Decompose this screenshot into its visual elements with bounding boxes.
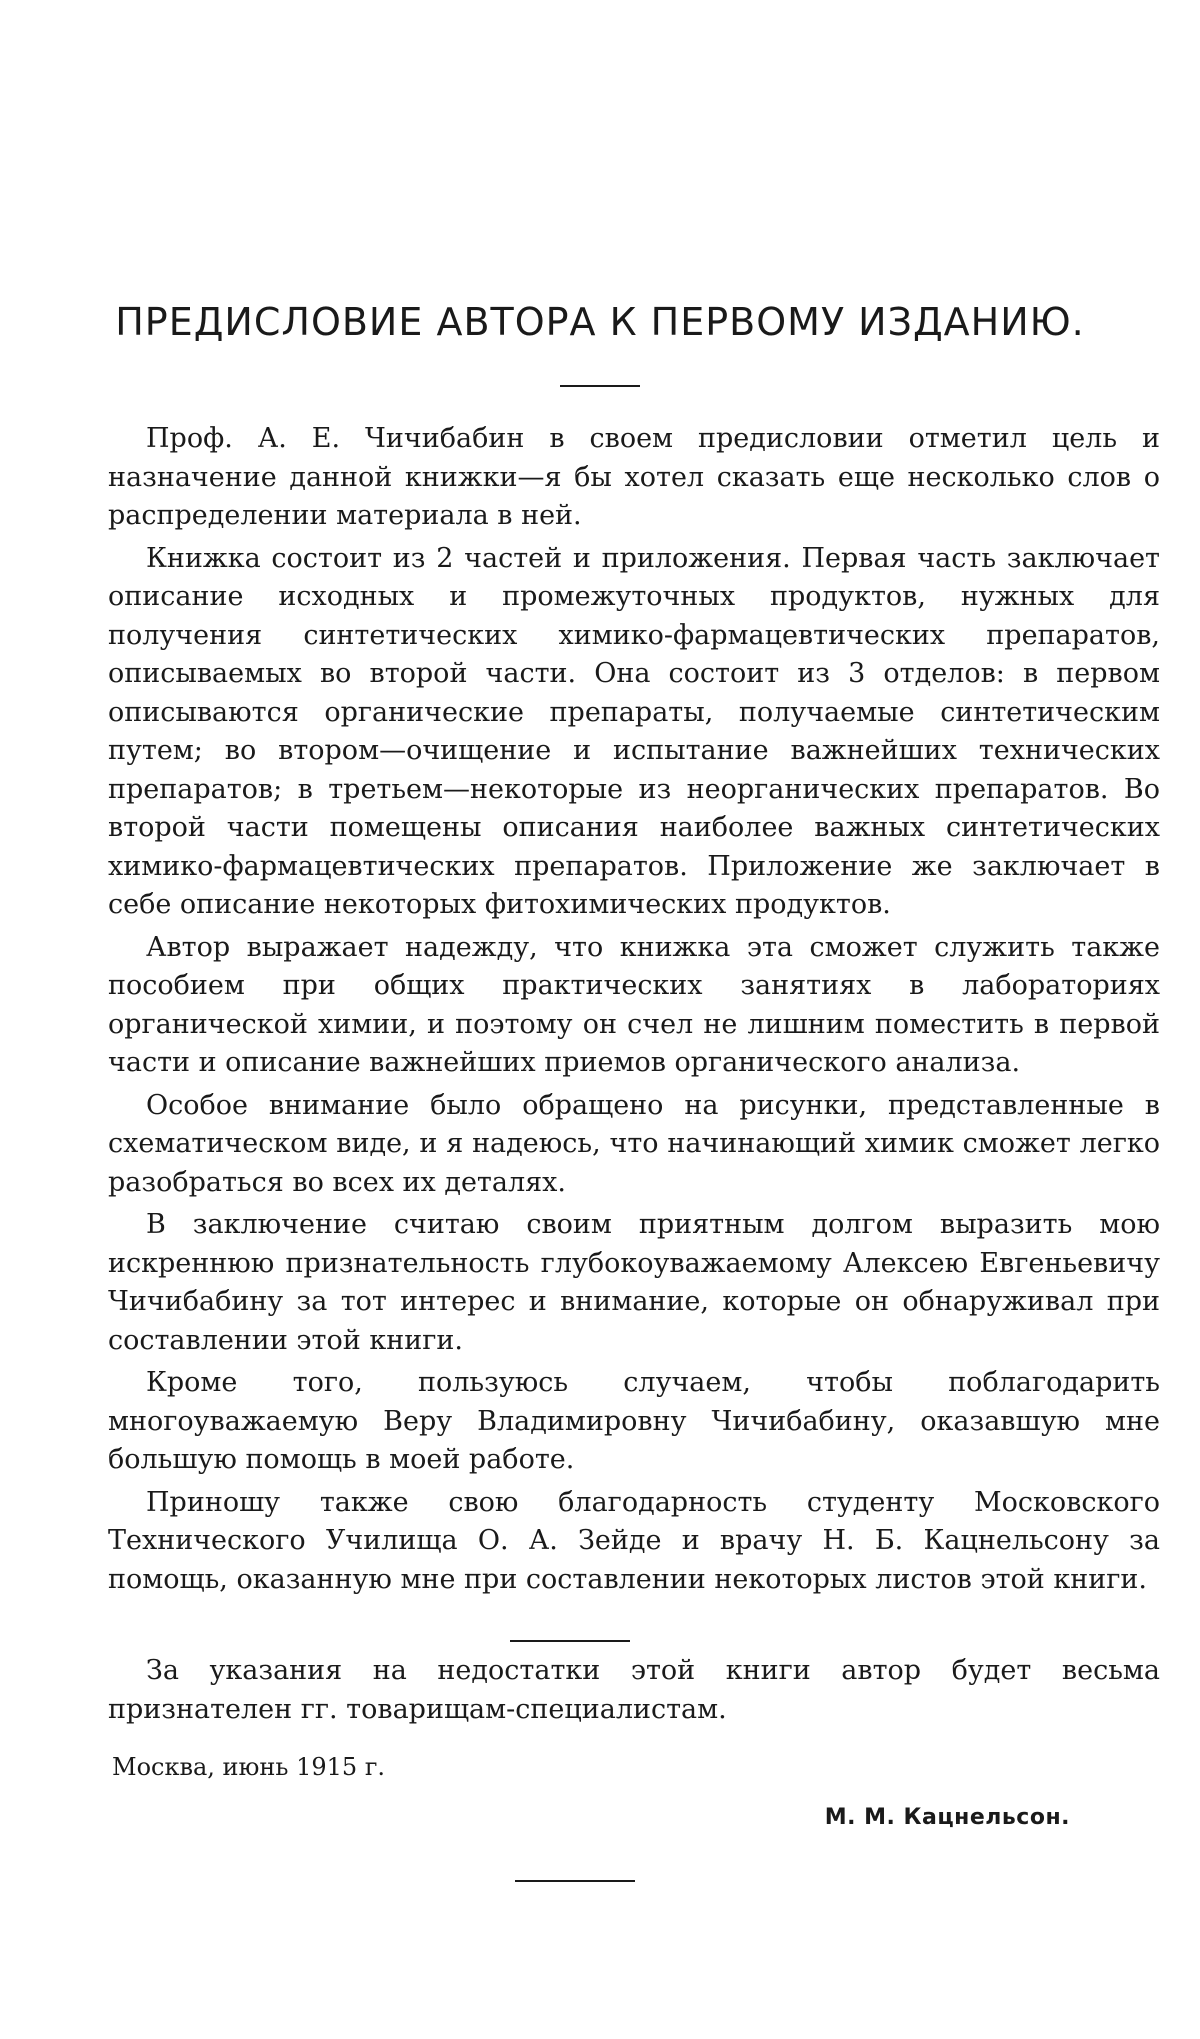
paragraph: Автор выражает надежду, что книжка эта сможет служить также пособием при общих практических занятиях в лабораториях органической химии, и поэтому он счел не лишним поместить в первой части и описание важнейших приемов органического анализа.	[108, 931, 1160, 1078]
preface-body	[108, 420, 1160, 1603]
paragraph: В заключение считаю своим приятным долгом выразить мою искреннюю признательность глубокоуважаемому Алексею Евгеньевичу Чичибабину за тот интерес и внимание, которые он обнаруживал при составлении этой книги.	[108, 1209, 1160, 1356]
closing-note	[108, 1652, 1160, 1733]
paragraph: Книжка состоит из 2 частей и приложения. Первая часть заключает описание исходных и промежуточных продуктов, нужных для получения синтетических химико-фармацевтических препаратов, описываемых во второй части. Она состоит из 3 отделов: в первом описываются органические препараты, получаемые синтетическим путем; во втором—очищение и испытание важнейших технических препаратов; в третьем—некоторые из неорганических препаратов. Во второй части помещены описания наиболее важных синтетических химико-фармацевтических препаратов. Приложение же заключает в себе описание некоторых фитохимических продуктов.	[108, 542, 1160, 920]
end-divider	[515, 1880, 635, 1882]
paragraph: Проф. А. Е. Чичибабин в своем предисловии отметил цель и назначение данной книжки—я бы хотел сказать еще несколько слов о распределении материала в ней.	[108, 423, 1160, 531]
place-date: Москва, июнь 1915 г.	[112, 1753, 386, 1781]
page-title: ПРЕДИСЛОВИЕ АВТОРА К ПЕРВОМУ ИЗДАНИЮ.	[115, 300, 1085, 344]
note-paragraph: За указания на недостатки этой книги автор будет весьма признателен гг. товарищам-специалистам.	[108, 1655, 1160, 1725]
author-signature: М. М. Кацнельсон.	[824, 1805, 1070, 1830]
title-divider	[560, 385, 640, 387]
paragraph: Кроме того, пользуюсь случаем, чтобы поблагодарить многоуважаемую Веру Владимировну Чичибабину, оказавшую мне большую помощь в моей работе.	[108, 1367, 1160, 1475]
section-divider	[510, 1640, 630, 1642]
paragraph: Приношу также свою благодарность студенту Московского Технического Училища О. А. Зейде и врачу Н. Б. Кацнельсону за помощь, оказанную мне при составлении некоторых листов этой книги.	[108, 1486, 1160, 1595]
paragraph: Особое внимание было обращено на рисунки, представленные в схематическом виде, и я надеюсь, что начинающий химик сможет легко разобраться во всех их деталях.	[108, 1089, 1160, 1198]
